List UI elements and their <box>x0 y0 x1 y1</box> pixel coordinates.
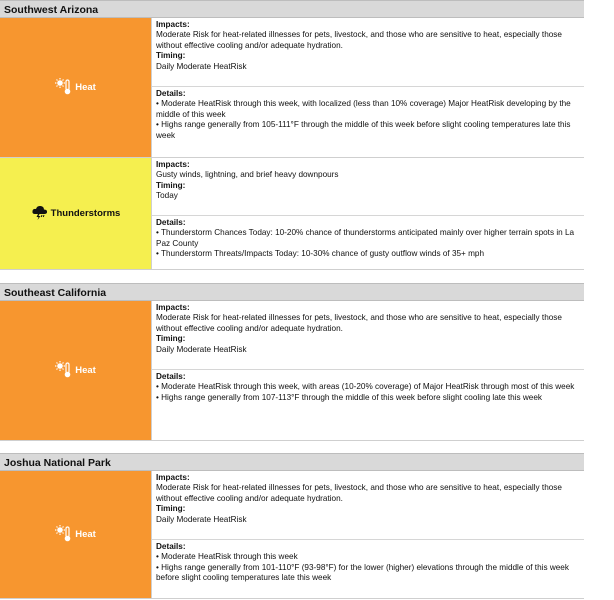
region-joshua-national-park <box>0 453 584 599</box>
heat-thermometer-icon <box>55 360 73 381</box>
impacts-text: Gusty winds, lightning, and brief heavy downpours <box>156 170 339 180</box>
impacts-text: Moderate Risk for heat-related illnesses for pets, livestock, and those who are sensitive to heat, especially those without effective cooling and/or adequate hydration. <box>156 483 562 503</box>
hazard-row-heat <box>0 18 584 158</box>
details-label: Details: <box>156 89 186 98</box>
hazard-cell-thunderstorms <box>0 158 152 269</box>
timing-label: Timing: <box>156 51 186 61</box>
hazard-label: Heat <box>75 365 96 376</box>
timing-label: Timing: <box>156 334 186 344</box>
impacts-timing-block <box>152 471 584 539</box>
timing-text: Today <box>156 191 178 201</box>
detail-item: • Moderate HeatRisk through this week, with localized (less than 10% coverage) Major HeatRisk developing by the middle of this week <box>156 99 571 119</box>
impacts-label: Impacts: <box>156 473 190 482</box>
details-label: Details: <box>156 218 186 227</box>
detail-item: • Highs range generally from 101-110°F (93-98°F) for the lower (higher) elevations through the middle of this week before slight cooling temperatures late this week <box>156 562 569 583</box>
region-title: Southwest Arizona <box>0 0 584 18</box>
hazard-cell-heat <box>0 18 152 157</box>
hazard-cell-heat <box>0 301 152 440</box>
region-southeast-california <box>0 283 584 441</box>
timing-label: Timing: <box>156 180 186 190</box>
hazard-row-heat <box>0 471 584 599</box>
impacts-timing-block <box>152 18 584 86</box>
impacts-timing-block <box>152 301 584 369</box>
hazard-row-heat <box>0 301 584 441</box>
impacts-text: Moderate Risk for heat-related illnesses for pets, livestock, and those who are sensitive to heat, especially those without effective cooling and/or adequate hydration. <box>156 30 562 50</box>
detail-item: • Thunderstorm Chances Today: 10-20% chance of thunderstorms anticipated mainly over higher terrain spots in La Paz County <box>156 228 575 248</box>
timing-text: Daily Moderate HeatRisk <box>156 61 247 71</box>
region-southwest-arizona <box>0 0 584 270</box>
timing-text: Daily Moderate HeatRisk <box>156 344 247 354</box>
hazard-row-thunderstorms <box>0 158 584 270</box>
timing-label: Timing: <box>156 504 186 514</box>
impacts-label: Impacts: <box>156 303 190 312</box>
impacts-text: Moderate Risk for heat-related illnesses for pets, livestock, and those who are sensitive to heat, especially those without effective cooling and/or adequate hydration. <box>156 313 562 333</box>
impacts-timing-block <box>152 158 584 215</box>
hazard-label: Heat <box>75 82 96 93</box>
details-block <box>152 369 584 440</box>
details-label: Details: <box>156 372 186 381</box>
region-title: Southeast California <box>0 283 584 301</box>
impacts-label: Impacts: <box>156 20 190 29</box>
detail-item: • Thunderstorm Threats/Impacts Today: 10-30% chance of gusty outflow winds of 35+ mph <box>156 249 485 259</box>
hazard-label: Thunderstorms <box>50 208 121 219</box>
detail-item: • Highs range generally from 105-111°F through the middle of this week before slight cooling temperatures late this week <box>156 120 571 140</box>
details-block <box>152 215 584 269</box>
detail-item: • Moderate HeatRisk through this week, with areas (10-20% coverage) of Major HeatRisk through most of this week <box>156 382 575 392</box>
heat-thermometer-icon <box>55 77 73 98</box>
region-title: Joshua National Park <box>0 453 584 471</box>
thunderstorm-cloud-icon <box>31 203 49 224</box>
impacts-label: Impacts: <box>156 160 190 169</box>
details-block <box>152 539 584 598</box>
hazard-cell-heat <box>0 471 152 598</box>
hazard-label: Heat <box>75 529 96 540</box>
details-label: Details: <box>156 542 186 551</box>
heat-thermometer-icon <box>55 524 73 545</box>
timing-text: Daily Moderate HeatRisk <box>156 514 247 524</box>
detail-item: • Moderate HeatRisk through this week <box>156 552 298 562</box>
details-block <box>152 86 584 157</box>
detail-item: • Highs range generally from 107-113°F through the middle of this week before slight cooling late this week <box>156 392 543 402</box>
